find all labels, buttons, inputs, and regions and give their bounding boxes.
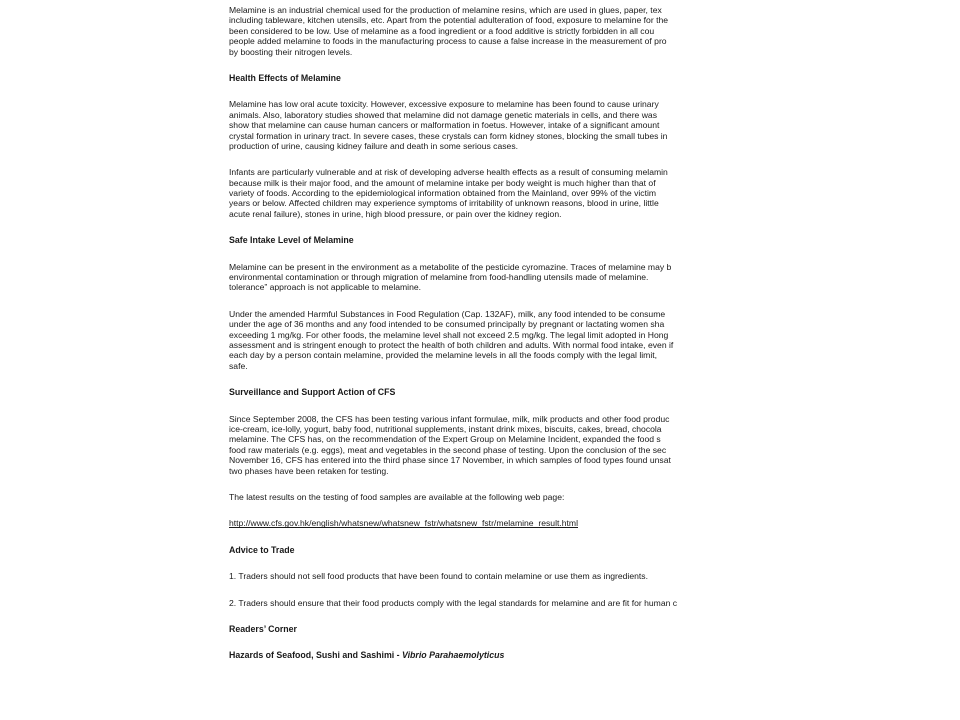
section-heading-trade: Advice to Trade <box>229 544 295 555</box>
seafood-heading-main: Hazards of Seafood, Sushi and Sashimi - <box>229 650 403 661</box>
health-paragraph-2 <box>229 167 732 219</box>
surveillance-paragraph-1 <box>229 414 732 476</box>
surveillance-paragraph-2 <box>229 492 732 502</box>
health-paragraph-1 <box>229 99 732 151</box>
text-line: been considered to be low. Use of melamine as a food ingredient or a food additive is strictly forbidden in all cou <box>229 25 655 36</box>
text-line: crystal formation in urinary tract. In severe cases, these crystals can form kidney stones, blocking the small tubes in <box>229 130 668 141</box>
text-line: The latest results on the testing of food samples are available at the following web page: <box>229 491 565 502</box>
text-line: Melamine is an industrial chemical used for the production of melamine resins, which are used in glues, paper, tex <box>229 5 662 15</box>
text-line: show that melamine can cause human cancers or malformation in foetus. However, intake of a significant amount <box>229 120 660 131</box>
text-line: Infants are particularly vulnerable and at risk of developing adverse health effects as a result of consuming melamin <box>229 167 668 178</box>
section-heading-health: Health Effects of Melamine <box>229 72 341 83</box>
trade-item-1 <box>229 571 732 581</box>
trade-item-2 <box>229 598 732 608</box>
text-line: by boosting their nitrogen levels. <box>229 46 353 57</box>
text-line: Since September 2008, the CFS has been testing various infant formulae, milk, milk products and other food produc <box>229 413 670 424</box>
text-line: food raw materials (e.g. eggs), meat and vegetables in the second phase of testing. Upon the conclusion of the sec <box>229 444 667 455</box>
text-line: including tableware, kitchen utensils, etc. Apart from the potential adulteration of food, exposure to melamine for the <box>229 15 669 26</box>
text-line: Melamine has low oral acute toxicity. However, excessive exposure to melamine has been found to cause urinary <box>229 99 659 110</box>
text-line: ice-cream, ice-lolly, yogurt, baby food, nutritional supplements, instant drink mixes, biscuits, cakes, bread, chocola <box>229 423 662 434</box>
safe-paragraph-1 <box>229 262 732 293</box>
text-line: tolerance” approach is not applicable to melamine. <box>229 282 422 293</box>
text-line: acute renal failure), stones in urine, high blood pressure, or pain over the kidney region. <box>229 208 562 219</box>
safe-paragraph-2 <box>229 309 732 371</box>
text-line: under the age of 36 months and any food intended to be consumed principally by pregnant or lactating women sha <box>229 319 665 330</box>
text-line: 2. Traders should ensure that their food products comply with the legal standards for melamine and are fit for human c <box>229 597 678 608</box>
text-line: production of urine, causing kidney failure and death in some serious cases. <box>229 140 519 151</box>
text-line: safe. <box>229 360 248 371</box>
results-link[interactable]: http://www.cfs.gov.hk/english/whatsnew/whatsnew_fstr/whatsnew_fstr/melamine_result.html <box>229 518 578 529</box>
text-line: each day by a person contain melamine, provided the melamine levels in all the foods comply with the legal limit, <box>229 350 658 361</box>
text-line: Under the amended Harmful Substances in Food Regulation (Cap. 132AF), milk, any food intended to be consume <box>229 308 666 319</box>
text-line: 1. Traders should not sell food products that have been found to contain melamine or use them as ingredients. <box>229 571 648 582</box>
text-line: two phases have been retaken for testing. <box>229 465 389 476</box>
section-heading-safe-intake: Safe Intake Level of Melamine <box>229 235 354 246</box>
text-line: animals. Also, laboratory studies showed that melamine did not damage genetic materials in cells, and there was <box>229 109 658 120</box>
document-body <box>229 5 732 661</box>
text-line: years or below. Affected children may experience symptoms of irritability of unknown reasons, blood in urine, little <box>229 198 659 209</box>
section-heading-surveillance: Surveillance and Support Action of CFS <box>229 387 396 398</box>
text-line: variety of foods. According to the epidemiological information obtained from the Mainland, over 99% of the victim <box>229 188 657 199</box>
intro-paragraph <box>229 5 732 57</box>
section-heading-readers-corner: Readers’ Corner <box>229 623 297 634</box>
text-line: because milk is their major food, and the amount of melamine intake per body weight is much higher than that of <box>229 177 656 188</box>
section-heading-seafood <box>229 650 732 660</box>
text-line: Melamine can be present in the environment as a metabolite of the pesticide cyromazine. Traces of melamine may b <box>229 261 672 272</box>
seafood-heading-italic: Vibrio Parahaemolyticus <box>402 650 505 661</box>
text-line: environmental contamination or through migration of melamine from food-handling utensils made of melamine. <box>229 272 649 283</box>
text-line: melamine. The CFS has, on the recommendation of the Expert Group on Melamine Incident, expanded the food s <box>229 434 661 445</box>
text-line: assessment and is stringent enough to protect the health of both children and adults. With normal food intake, even if <box>229 340 674 351</box>
text-line: exceeding 1 mg/kg. For other foods, the melamine level shall not exceed 2.5 mg/kg. The legal limit adopted in Hong <box>229 329 669 340</box>
document-page <box>229 5 732 695</box>
text-line: people added melamine to foods in the manufacturing process to cause a false increase in the measurement of pro <box>229 36 667 47</box>
text-line: November 16, CFS has entered into the third phase since 17 November, in which samples of food types found unsat <box>229 455 671 466</box>
